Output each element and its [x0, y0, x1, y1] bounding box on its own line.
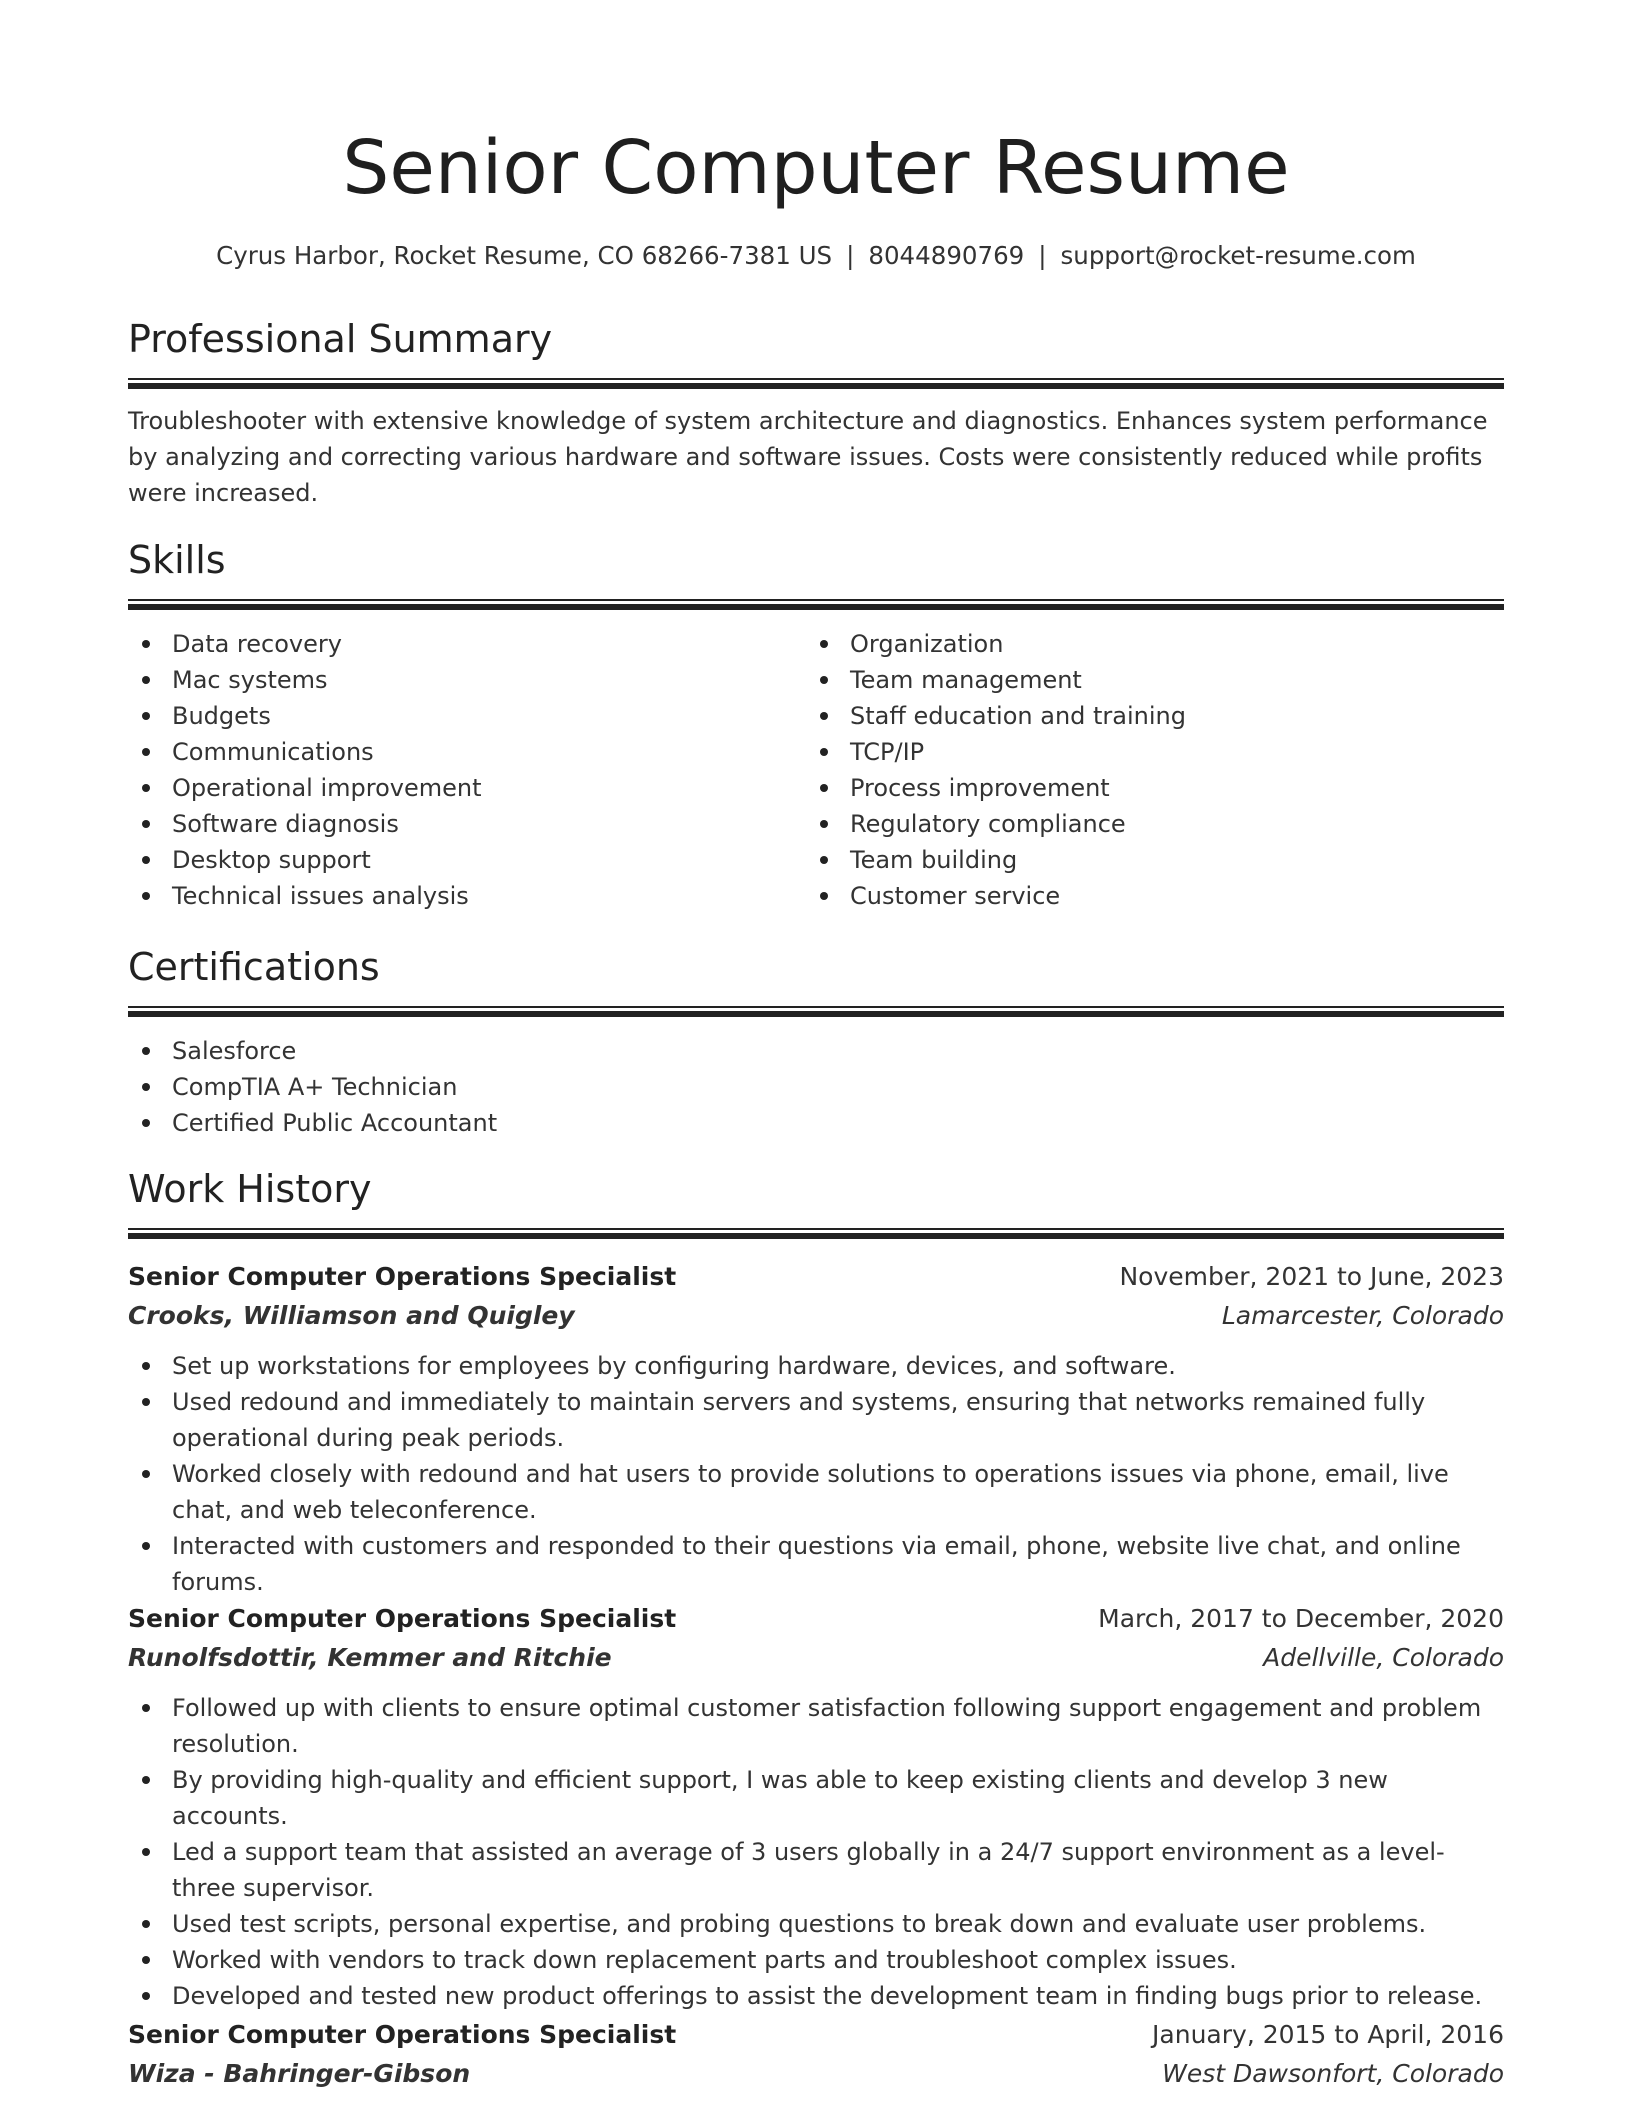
job-bullet: Led a support team that assisted an average of 3 users globally in a 24/7 support environment as a level-three supervisor.	[128, 1834, 1504, 1906]
skills-section	[128, 535, 1504, 914]
job-bullets	[128, 1348, 1504, 1600]
job-subheader	[128, 1297, 1504, 1335]
section-divider	[128, 1228, 1504, 1239]
job-company: Runolfsdottir, Kemmer and Ritchie	[128, 1643, 612, 1672]
job-title: Senior Computer Operations Specialist	[128, 2020, 677, 2049]
skill-item: Customer service	[806, 878, 1484, 914]
section-heading: Work History	[128, 1167, 372, 1211]
job-company: Wiza - Bahringer-Gibson	[128, 2059, 471, 2088]
job-bullet: Set up workstations for employees by configuring hardware, devices, and software.	[128, 1348, 1504, 1384]
job-title: Senior Computer Operations Specialist	[128, 1262, 677, 1291]
resume-title: Senior Computer Resume	[342, 125, 1290, 211]
job-bullet: Worked with vendors to track down replacement parts and troubleshoot complex issues.	[128, 1942, 1504, 1978]
section-heading: Skills	[128, 538, 226, 582]
certification-item: CompTIA A+ Technician	[128, 1069, 1504, 1105]
skill-item: Communications	[128, 734, 806, 770]
job-bullet: Used test scripts, personal expertise, and probing questions to break down and evaluate user problems.	[128, 1906, 1504, 1942]
contact-phone: 8044890769	[868, 241, 1025, 270]
section-divider	[128, 378, 1504, 389]
skill-item: TCP/IP	[806, 734, 1484, 770]
skill-item: Software diagnosis	[128, 806, 806, 842]
certifications-section	[128, 942, 1504, 1141]
summary-text: Troubleshooter with extensive knowledge of system architecture and diagnostics. Enhances system performance by analyzing and correcting various hardware and software issues. Costs were consistently reduced while profits were increased.	[128, 407, 1488, 507]
section-heading: Professional Summary	[128, 317, 553, 361]
job-bullet: By providing high-quality and efficient support, I was able to keep existing clients and develop 3 new accounts.	[128, 1762, 1504, 1834]
skill-item: Mac systems	[128, 662, 806, 698]
job-entry	[128, 2016, 1504, 2093]
job-title: Senior Computer Operations Specialist	[128, 1604, 677, 1633]
job-dates: January, 2015 to April, 2016	[1152, 2020, 1504, 2049]
job-entry	[128, 1600, 1504, 2014]
job-location: Adellville, Colorado	[1263, 1643, 1504, 1672]
section-heading: Certifications	[128, 945, 380, 989]
skill-item: Team building	[806, 842, 1484, 878]
certification-item: Salesforce	[128, 1033, 1504, 1069]
job-subheader	[128, 2055, 1504, 2093]
job-bullet: Interacted with customers and responded to their questions via email, phone, website live chat, and online forums.	[128, 1528, 1504, 1600]
job-location: Lamarcester, Colorado	[1221, 1301, 1504, 1330]
skill-item: Staff education and training	[806, 698, 1484, 734]
job-entry	[128, 1258, 1504, 1600]
skills-list-left	[128, 626, 806, 914]
job-header	[128, 2016, 1504, 2054]
section-divider	[128, 599, 1504, 610]
job-bullet: Developed and tested new product offerings to assist the development team in finding bugs prior to release.	[128, 1978, 1504, 2014]
summary-section	[128, 314, 1504, 511]
skill-item: Data recovery	[128, 626, 806, 662]
contact-address: Cyrus Harbor, Rocket Resume, CO 68266-7381 US	[216, 241, 833, 270]
work-history-section	[128, 1164, 1504, 1239]
contact-line	[128, 238, 1504, 274]
skill-item: Budgets	[128, 698, 806, 734]
skill-item: Team management	[806, 662, 1484, 698]
job-location: West Dawsonfort, Colorado	[1162, 2059, 1504, 2088]
skill-item: Technical issues analysis	[128, 878, 806, 914]
job-subheader	[128, 1639, 1504, 1677]
skill-item: Desktop support	[128, 842, 806, 878]
contact-separator: |	[846, 241, 855, 270]
job-dates: March, 2017 to December, 2020	[1098, 1604, 1504, 1633]
job-dates: November, 2021 to June, 2023	[1119, 1262, 1504, 1291]
job-header	[128, 1600, 1504, 1638]
skills-list-right	[806, 626, 1484, 914]
job-bullet: Worked closely with redound and hat users to provide solutions to operations issues via phone, email, live chat, and web teleconference.	[128, 1456, 1504, 1528]
job-bullet: Used redound and immediately to maintain servers and systems, ensuring that networks remained fully operational during peak periods.	[128, 1384, 1504, 1456]
job-company: Crooks, Williamson and Quigley	[128, 1301, 575, 1330]
contact-email: support@rocket-resume.com	[1060, 241, 1416, 270]
skill-item: Operational improvement	[128, 770, 806, 806]
certification-item: Certified Public Accountant	[128, 1105, 1504, 1141]
contact-separator: |	[1038, 241, 1047, 270]
skills-columns	[128, 626, 1504, 914]
section-divider	[128, 1006, 1504, 1017]
job-bullets	[128, 1690, 1504, 2014]
job-bullet: Followed up with clients to ensure optimal customer satisfaction following support engagement and problem resolution.	[128, 1690, 1504, 1762]
skill-item: Regulatory compliance	[806, 806, 1484, 842]
job-header	[128, 1258, 1504, 1296]
certifications-list	[128, 1033, 1504, 1141]
skill-item: Process improvement	[806, 770, 1484, 806]
skill-item: Organization	[806, 626, 1484, 662]
